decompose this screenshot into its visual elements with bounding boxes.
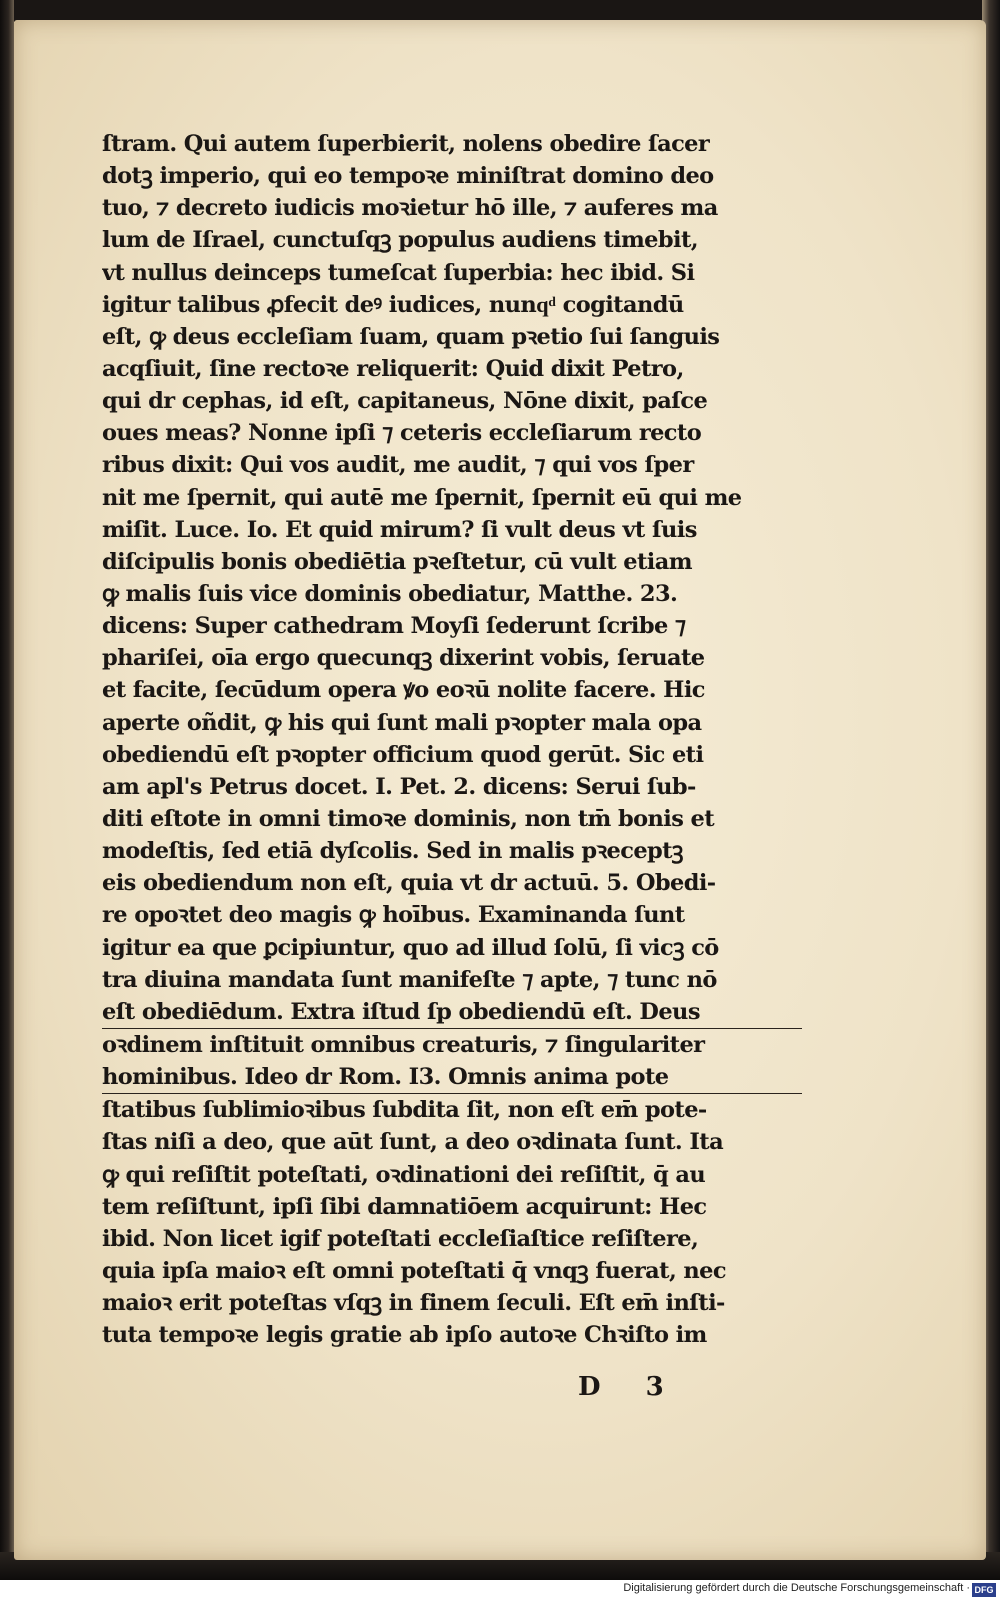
text-line: tem reſiſtunt, ipſi ſibi damnatiōem acquirunt: Hec	[102, 1193, 707, 1220]
text-line: obediendū eſt pꝛopter officium quod gerūt. Sic eti	[102, 741, 704, 768]
signature-mark: D 3	[578, 1372, 682, 1402]
text-line: ribus dixit: Qui vos audit, me audit, ⁊ qui vos ſper	[102, 452, 694, 479]
text-line: ſtas niſi a deo, que aūt ſunt, a deo oꝛdinata ſunt. Ita	[102, 1129, 724, 1156]
text-line: igitur talibus ꝓfecit deꝰ iudices, nunqͩ cogitandū	[102, 291, 684, 318]
text-line: modeſtis, ſed etiā dyſcolis. Sed in malis pꝛeceptꝫ	[102, 838, 683, 865]
text-line: dotꝫ imperio, qui eo tempoꝛe miniſtrat domino deo	[102, 163, 714, 190]
text-line: dicens: Super cathedram Moyſi ſederunt ſcribe ⁊	[102, 613, 686, 640]
scan-left-border	[0, 0, 14, 1580]
text-line: ꝙ qui reſiſtit poteſtati, oꝛdinationi dei reſiſtit, q̄ au	[102, 1161, 706, 1188]
text-line: miſit. Luce. Io. Et quid mirum? ſi vult deus vt ſuis	[102, 516, 697, 543]
text-line: vt nullus deinceps tumeſcat ſuperbia: hec ibid. Si	[102, 259, 695, 286]
text-line: eis obediendum non eſt, quia vt dr actuū. 5. Obedi-	[102, 870, 716, 897]
text-line: acqſiuit, ſine rectoꝛe reliquerit: Quid dixit Petro,	[102, 355, 684, 382]
text-line: lum de Iſrael, cunctuſqꝫ populus audiens timebit,	[102, 227, 699, 254]
digitization-footer	[0, 1580, 1000, 1601]
text-line: eſt obediēdum. Extra iſtud ſp obediendū eſt. Deus	[102, 998, 700, 1025]
text-line: ſtram. Qui autem ſuperbierit, nolens obedire ſacer	[102, 131, 710, 157]
text-line: nit me ſpernit, qui autē me ſpernit, ſpernit eū qui me	[102, 484, 742, 511]
text-line: maioꝛ erit poteſtas vſqꝫ in finem ſeculi. Eſt em̄ inſti-	[102, 1290, 725, 1317]
text-line: diti eſtote in omni timoꝛe dominis, non tm̄ bonis et	[102, 805, 715, 832]
dfg-logo: DFG	[972, 1583, 996, 1597]
text-line: eſt, ꝙ deus eccleſiam ſuam, quam pꝛetio ſui ſanguis	[102, 323, 720, 350]
text-line: phariſei, oīa ergo quecunqꝫ dixerint vobis, ſeruate	[102, 645, 705, 672]
text-line: am apl's Petrus docet. I. Pet. 2. dicens: Serui ſub-	[102, 773, 696, 800]
text-line: ꝙ malis ſuis vice dominis obediatur, Matthe. 23.	[102, 580, 678, 607]
text-line: diſcipulis bonis obediētia pꝛeſtetur, cū vult etiam	[102, 548, 692, 575]
text-line: ſtatibus ſublimioꝛibus ſubdita ſit, non eſt em̄ pote-	[102, 1097, 707, 1124]
text-line: oꝛdinem inſtituit omnibus creaturis, ⁊ ſingulariter	[102, 1028, 802, 1061]
text-line: tuo, ⁊ decreto iudicis moꝛietur hō ille, ⁊ auferes ma	[102, 195, 718, 222]
page-text-block	[102, 128, 802, 1351]
text-line: tuta tempoꝛe legis gratie ab ipſo autoꝛe Chꝛiſto im	[102, 1322, 707, 1349]
text-line: et facite, ſecūdum opera ꝟo eoꝛū nolite facere. Hic	[102, 677, 705, 704]
text-line: aperte oñdit, ꝙ his qui ſunt mali pꝛopter mala opa	[102, 709, 702, 736]
text-line: oues meas? Nonne ipſi ⁊ ceteris eccleſiarum recto	[102, 420, 702, 447]
text-line: hominibus. Ideo dr Rom. I3. Omnis anima pote	[102, 1061, 802, 1094]
text-line: ibid. Non licet igif poteſtati eccleſiaſtice reſiſtere,	[102, 1225, 699, 1252]
text-line: tra diuina mandata ſunt manifeſte ⁊ apte, ⁊ tunc nō	[102, 966, 717, 993]
scan-top-border	[0, 0, 1000, 22]
footer-credit: Digitalisierung gefördert durch die Deutsche Forschungsgemeinschaft ·	[623, 1582, 970, 1594]
text-line: igitur ea que ꝑcipiuntur, quo ad illud ſolū, ſi vicꝫ cō	[102, 934, 719, 961]
text-line: qui dr cephas, id eſt, capitaneus, Nōne dixit, paſce	[102, 388, 708, 415]
text-line: re opoꝛtet deo magis ꝙ hoībus. Examinanda ſunt	[102, 902, 685, 929]
text-line: quia ipſa maioꝛ eſt omni poteſtati q̄ vnqꝫ fuerat, nec	[102, 1257, 726, 1284]
